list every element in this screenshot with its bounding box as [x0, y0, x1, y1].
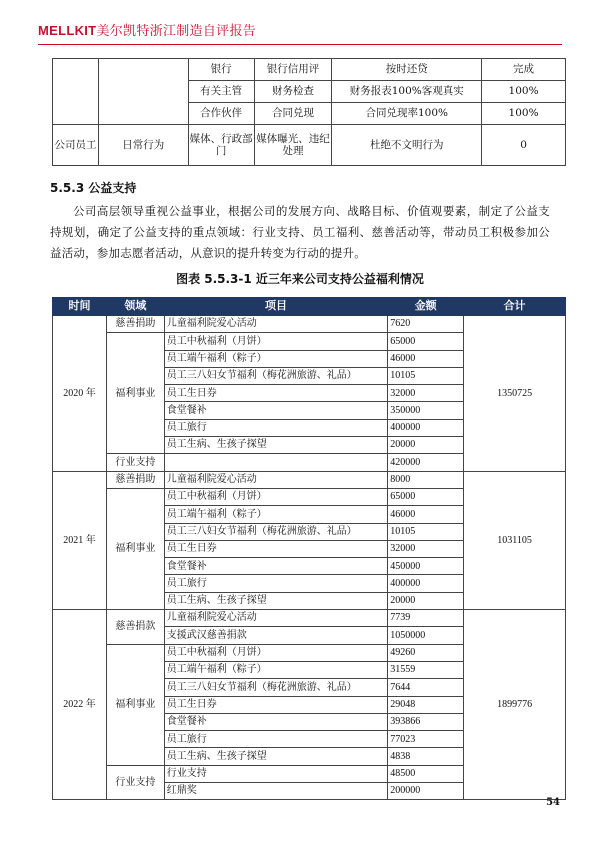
item-cell: 员工中秋福利（月饼）: [164, 488, 387, 505]
item-cell: 食堂餐补: [164, 713, 387, 730]
table-cell: 财务检查: [254, 81, 332, 103]
column-header: 合计: [464, 298, 566, 316]
amount-cell: 7739: [388, 610, 464, 627]
table-cell: [53, 59, 99, 125]
table-row: [53, 59, 566, 81]
amount-cell: 10105: [388, 367, 464, 384]
brand-name: MELLKIT: [38, 23, 97, 38]
table-cell: 合同兑现: [254, 103, 332, 125]
domain-cell: 慈善捐助: [106, 471, 164, 488]
item-cell: 儿童福利院爱心活动: [164, 471, 387, 488]
item-cell: 员工三八妇女节福利（梅花洲旅游、礼品）: [164, 367, 387, 384]
amount-cell: 31559: [388, 661, 464, 678]
total-cell: 1031105: [464, 471, 566, 609]
item-cell: 行业支持: [164, 765, 387, 782]
item-cell: 员工生日券: [164, 385, 387, 402]
amount-cell: 400000: [388, 575, 464, 592]
header-divider: [38, 44, 562, 45]
amount-cell: 32000: [388, 385, 464, 402]
table-cell: 100%: [482, 103, 566, 125]
table-cell: 银行: [188, 59, 254, 81]
item-cell: 员工端午福利（粽子）: [164, 661, 387, 678]
item-cell: 员工中秋福利（月饼）: [164, 644, 387, 661]
column-header: 金额: [388, 298, 464, 316]
report-title: 美尔凯特浙江制造自评报告: [96, 24, 257, 39]
table-cell: [98, 59, 188, 125]
domain-cell: 慈善捐助: [106, 316, 164, 333]
column-header: 项目: [164, 298, 387, 316]
table-cell: 公司员工: [53, 125, 99, 166]
amount-cell: 46000: [388, 506, 464, 523]
page-number: 54: [546, 797, 560, 808]
item-cell: 红鼎奖: [164, 783, 387, 800]
amount-cell: 65000: [388, 333, 464, 350]
amount-cell: 48500: [388, 765, 464, 782]
item-cell: 员工中秋福利（月饼）: [164, 333, 387, 350]
table-cell: 媒体曝光、违纪处理: [254, 125, 332, 166]
item-cell: 儿童福利院爱心活动: [164, 610, 387, 627]
item-cell: 员工三八妇女节福利（梅花洲旅游、礼品）: [164, 679, 387, 696]
amount-cell: 20000: [388, 437, 464, 454]
amount-cell: 420000: [388, 454, 464, 471]
responsibility-table: [52, 58, 566, 166]
table-header-row: [53, 298, 566, 316]
item-cell: 员工生日券: [164, 540, 387, 557]
table-cell: 完成: [482, 59, 566, 81]
table-row: [53, 610, 566, 627]
domain-cell: 行业支持: [106, 765, 164, 800]
item-cell: 员工生病、生孩子探望: [164, 592, 387, 609]
domain-cell: 慈善捐款: [106, 610, 164, 645]
item-cell: 员工端午福利（粽子）: [164, 506, 387, 523]
item-cell: 食堂餐补: [164, 558, 387, 575]
table-cell: 合作伙伴: [188, 103, 254, 125]
item-cell: 员工旅行: [164, 575, 387, 592]
amount-cell: 4838: [388, 748, 464, 765]
table-cell: 100%: [482, 81, 566, 103]
amount-cell: 400000: [388, 419, 464, 436]
amount-cell: 77023: [388, 731, 464, 748]
domain-cell: 福利事业: [106, 488, 164, 609]
column-header: 领域: [106, 298, 164, 316]
table-cell: 日常行为: [98, 125, 188, 166]
item-cell: 员工旅行: [164, 731, 387, 748]
amount-cell: 29048: [388, 696, 464, 713]
item-cell: 员工生病、生孩子探望: [164, 437, 387, 454]
table-cell: 合同兑现率100%: [332, 103, 482, 125]
amount-cell: 65000: [388, 488, 464, 505]
table-cell: 0: [482, 125, 566, 166]
amount-cell: 7644: [388, 679, 464, 696]
item-cell: 员工生日券: [164, 696, 387, 713]
table-cell: 财务报表100%客观真实: [332, 81, 482, 103]
domain-cell: 福利事业: [106, 333, 164, 454]
table-row: [53, 471, 566, 488]
table-cell: 银行信用评: [254, 59, 332, 81]
amount-cell: 32000: [388, 540, 464, 557]
amount-cell: 20000: [388, 592, 464, 609]
item-cell: 儿童福利院爱心活动: [164, 316, 387, 333]
year-cell: 2022 年: [53, 610, 107, 800]
amount-cell: 1050000: [388, 627, 464, 644]
amount-cell: 46000: [388, 350, 464, 367]
amount-cell: 393866: [388, 713, 464, 730]
amount-cell: 8000: [388, 471, 464, 488]
item-cell: 食堂餐补: [164, 402, 387, 419]
total-cell: 1899776: [464, 610, 566, 800]
amount-cell: 49260: [388, 644, 464, 661]
table-caption: 图表 5.5.3-1 近三年来公司支持公益福利情况: [176, 272, 424, 286]
table-cell: 有关主管: [188, 81, 254, 103]
amount-cell: 450000: [388, 558, 464, 575]
table-cell: 媒体、行政部门: [188, 125, 254, 166]
table-row: [53, 316, 566, 333]
amount-cell: 10105: [388, 523, 464, 540]
domain-cell: 行业支持: [106, 454, 164, 471]
domain-cell: 福利事业: [106, 644, 164, 765]
total-cell: 1350725: [464, 316, 566, 472]
table-cell: 杜绝不文明行为: [332, 125, 482, 166]
item-cell: 支援武汉慈善捐款: [164, 627, 387, 644]
amount-cell: 7620: [388, 316, 464, 333]
item-cell: 员工生病、生孩子探望: [164, 748, 387, 765]
table-cell: 按时还贷: [332, 59, 482, 81]
amount-cell: 350000: [388, 402, 464, 419]
item-cell: 员工旅行: [164, 419, 387, 436]
item-cell: 员工三八妇女节福利（梅花洲旅游、礼品）: [164, 523, 387, 540]
section-paragraph: 公司高层领导重视公益事业，根据公司的发展方向、战略目标、价值观要素，制定了公益支持规划，确定了公益支持的重点领域：行业支持、员工福利、慈善活动等，带动员工积极参加公益活动，参加志愿者活动，从意识的提升转变为行动的提升。: [50, 204, 550, 260]
welfare-table: [52, 297, 566, 800]
table-row: [53, 125, 566, 166]
column-header: 时间: [53, 298, 107, 316]
year-cell: 2021 年: [53, 471, 107, 609]
year-cell: 2020 年: [53, 316, 107, 472]
item-cell: [164, 454, 387, 471]
page-header: [38, 20, 256, 39]
item-cell: 员工端午福利（粽子）: [164, 350, 387, 367]
section-heading: 5.5.3 公益支持: [50, 181, 137, 195]
amount-cell: 200000: [388, 783, 464, 800]
